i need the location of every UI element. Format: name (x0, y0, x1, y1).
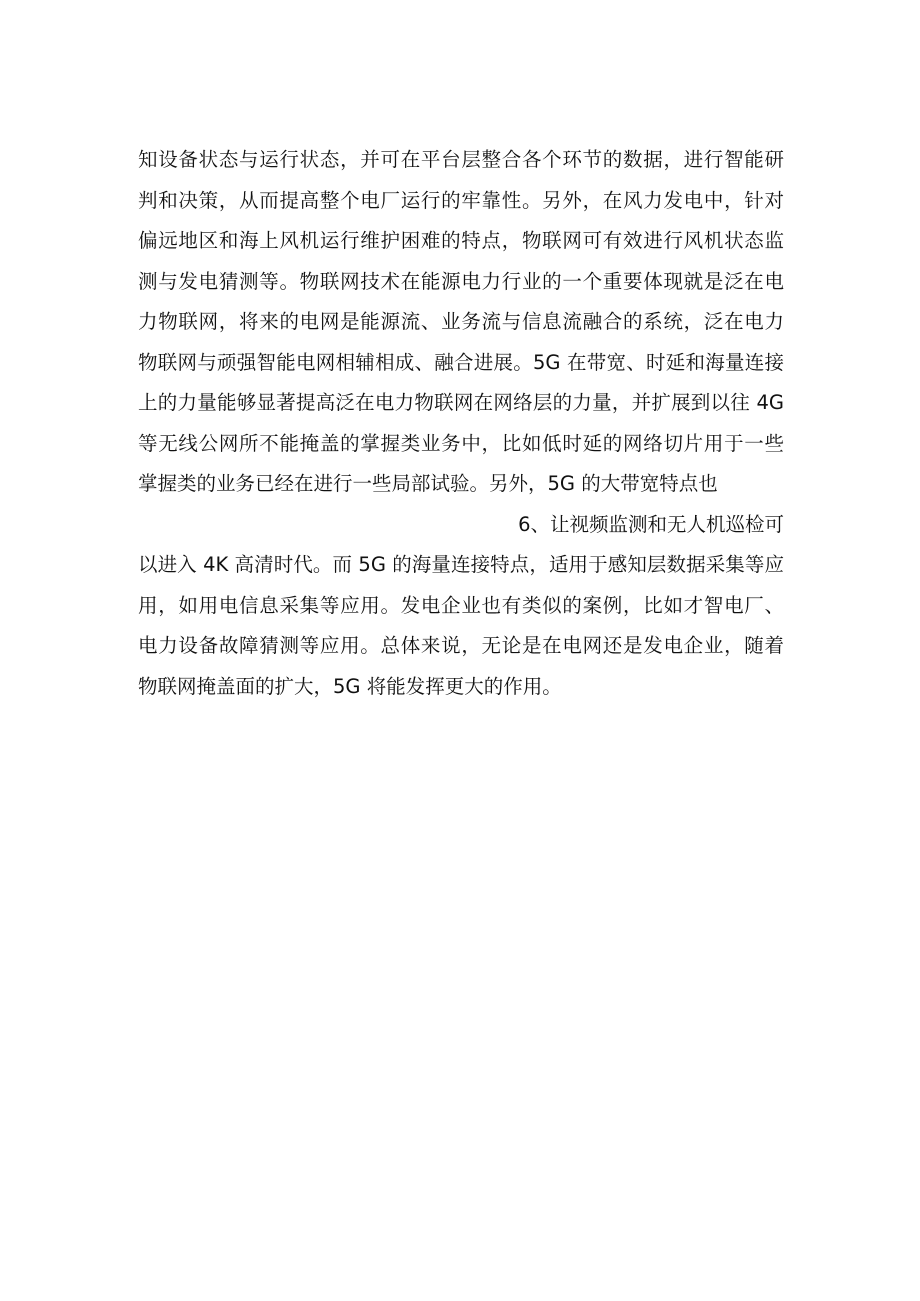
text-line-7: 上的力量能够显著提高泛在电力物联网在网络层的力量，并扩展到以往 4G (138, 391, 784, 414)
text-line-6: 物联网与顽强智能电网相辅相成、融合进展。5G 在带宽、时延和海量连接 (138, 350, 784, 374)
text-line-1: 知设备状态与运行状态，并可在平台层整合各个环节的数据，进行智能研 (138, 148, 784, 171)
text-line-10: 6、让视频监测和无人机巡检可 (518, 512, 784, 536)
text-line-8: 等无线公网所不能掩盖的掌握类业务中，比如低时延的网络切片用于一些 (138, 431, 784, 455)
text-line-13: 电力设备故障猜测等应用。总体来说，无论是在电网还是发电企业，随着 (138, 634, 784, 657)
text-line-2: 判和决策，从而提高整个电厂运行的牢靠性。另外，在风力发电中，针对 (138, 188, 784, 212)
text-line-11: 以进入 4K 高清时代。而 5G 的海量连接特点，适用于感知层数据采集等应 (138, 553, 784, 576)
text-line-9: 掌握类的业务已经在进行一些局部试验。另外，5G 的大带宽特点也 (138, 472, 718, 495)
text-line-4: 测与发电猜测等。物联网技术在能源电力行业的一个重要体现就是泛在电 (138, 269, 784, 293)
text-line-3: 偏远地区和海上风机运行维护困难的特点，物联网可有效进行风机状态监 (138, 229, 784, 252)
text-line-5: 力物联网，将来的电网是能源流、业务流与信息流融合的系统，泛在电力 (138, 310, 784, 333)
text-line-12: 用，如用电信息采集等应用。发电企业也有类似的案例，比如才智电厂、 (138, 593, 784, 617)
text-line-14: 物联网掩盖面的扩大，5G 将能发挥更大的作用。 (138, 674, 562, 698)
body-text (138, 140, 784, 707)
